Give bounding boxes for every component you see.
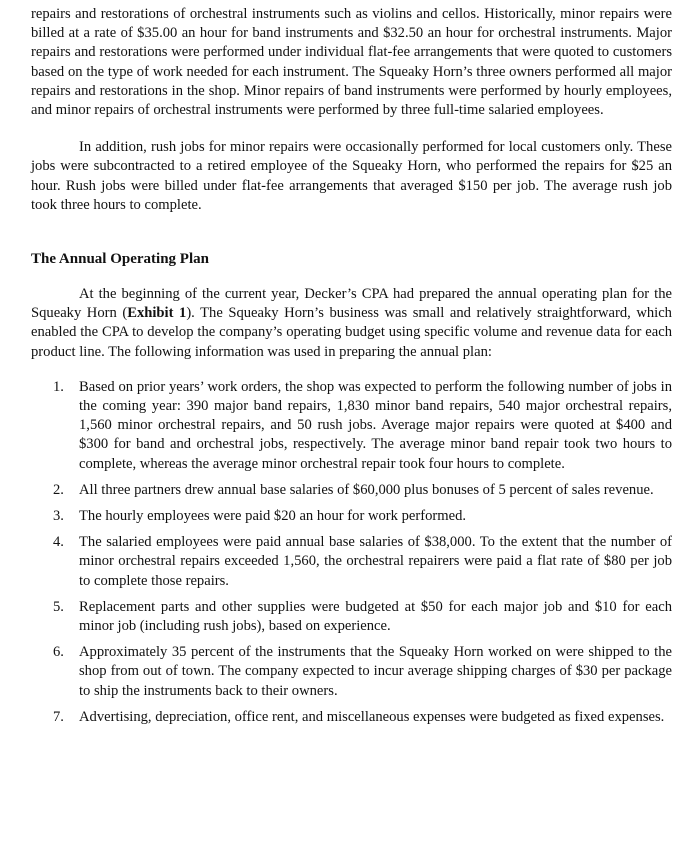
list-item — [31, 507, 672, 526]
list-item-text: Approximately 35 percent of the instruments that the Squeaky Horn worked on were shipped to the shop from out of town. The company expected to incur average shipping charges of $30 per package to ship the instruments back to their owners. — [79, 644, 672, 699]
list-item — [31, 708, 672, 727]
list-item-text: All three partners drew annual base salaries of $60,000 plus bonuses of 5 percent of sales revenue. — [79, 481, 654, 498]
paragraph-repairs: repairs and restorations of orchestral instruments such as violins and cellos. Historically, minor repairs were billed at a rate of $35.00 an hour for band instruments and $32.50 an hour for orchestral instruments. Major repairs and restorations were performed under individual flat-fee arrangements that were quoted to customers based on the type of work needed for each instrument. The Squeaky Horn’s three owners performed all major repairs and restorations in the shop. Minor repairs of band instruments were performed by hourly employees, and minor repairs of orchestral instruments were performed by three full-time salaried employees. — [31, 6, 672, 119]
list-number: 3. — [53, 508, 64, 525]
list-item-text: The hourly employees were paid $20 an hour for work performed. — [79, 508, 467, 525]
list-item-text: Advertising, depreciation, office rent, and miscellaneous expenses were budgeted as fixed expenses. — [79, 708, 665, 725]
paragraph-rush-jobs: In addition, rush jobs for minor repairs were occasionally performed for local customers only. These jobs were subcontracted to a retired employee of the Squeaky Horn, who performed the repairs for $25 an hour. Rush jobs were billed under flat-fee arrangements that averaged $150 per job. The average rush job took three hours to complete. — [31, 139, 672, 213]
list-item-text: The salaried employees were paid annual base salaries of $38,000. To the extent that the number of minor orchestral repairs exceeded 1,560, the orchestral repairers were paid a flat rate of $80 per job to complete those repairs. — [79, 534, 672, 589]
list-number: 6. — [53, 644, 64, 661]
list-item-text: Based on prior years’ work orders, the shop was expected to perform the following number of jobs in the coming year: 390 major band repairs, 1,830 minor band repairs, 540 major orchestral repairs, 1,560 minor orchestral repairs, and 50 rush jobs. Average major repairs were quoted at $400 and $300 for band and orchestral jobs, respectively. The average minor band repair took two hours to complete, whereas the average minor orchestral repair took four hours to complete. — [79, 378, 672, 472]
plan-text-end: ). The Squeaky Horn’s business was small and relatively straightforward, which enabled the CPA to develop the company’s operating budget using specific volume and revenue data for each product line. The following information was used in preparing the annual plan: — [31, 305, 672, 360]
paragraph-operating-plan — [31, 285, 672, 362]
list-number: 4. — [53, 534, 64, 551]
list-number: 5. — [53, 598, 64, 615]
list-number: 7. — [53, 708, 64, 725]
plan-assumptions-list — [31, 378, 672, 727]
plan-text-start: At the beginning of the current year, Decker’s CPA had prepared the annual operating plan for the Squeaky Horn ( — [31, 286, 672, 322]
list-item — [31, 598, 672, 636]
section-heading: The Annual Operating Plan — [31, 251, 209, 268]
list-item — [31, 533, 672, 591]
list-item — [31, 643, 672, 701]
document-page — [31, 5, 672, 734]
list-item-text: Replacement parts and other supplies were budgeted at $50 for each major job and $10 for each minor job (including rush jobs), based on experience. — [79, 598, 672, 635]
list-number: 1. — [53, 378, 64, 395]
list-number: 2. — [53, 481, 64, 498]
list-item — [31, 481, 672, 500]
exhibit-reference: Exhibit 1 — [127, 305, 187, 322]
list-item — [31, 378, 672, 474]
